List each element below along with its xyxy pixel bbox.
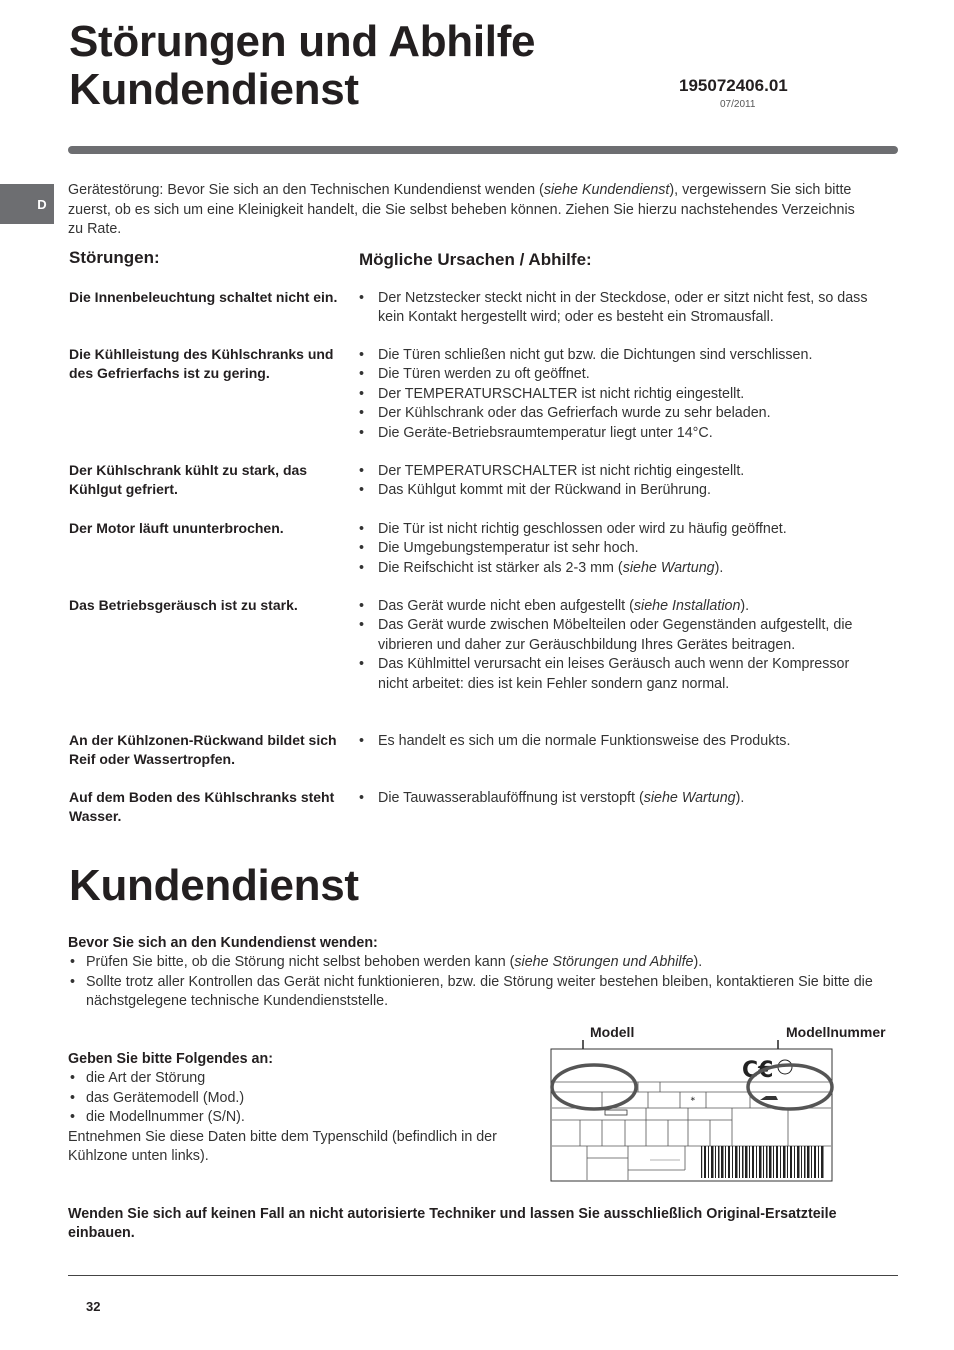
cause-text: Der Netzstecker steckt nicht in der Steckdose, oder er sitzt nicht fest, so dass kein Kontakt hergestellt wird; oder es besteht ein Stromausfall. [378,290,868,326]
info-to-provide-block [68,1050,498,1166]
cause-text-after: ). [735,790,745,806]
cause-text: Das Gerät wurde zwischen Möbelteilen oder Gegenständen aufgestellt, die vibrieren und daher zur Geräuschbildung Ihres Gerätes beitragen. [378,617,853,653]
document-number: 195072406.01 [679,76,788,95]
type-plate-illustration [530,1020,910,1190]
causes-list-7 [359,789,879,808]
problem-4: Der Motor läuft ununterbrochen. [69,520,284,536]
causes-list-6 [359,732,879,751]
document-date: 07/2011 [720,99,756,110]
causes-list-1 [359,289,879,328]
problem-2: Die Kühlleistung des Kühlschranks und des Gefrierfachs ist zu gering. [69,346,334,382]
cause-item [359,520,879,539]
cause-item [359,365,879,384]
give-heading: Geben Sie bitte Folgendes an: [68,1051,273,1067]
problem-5: Das Betriebsgeräusch ist zu stark. [69,597,298,613]
problems-heading: Störungen: [69,248,160,267]
ce-mark-icon: C€ [742,1058,774,1083]
cause-text: Die Tauwasserablauföffnung ist verstopft ( [378,790,644,806]
cause-text: Die Umgebungstemperatur ist sehr hoch. [378,540,639,557]
problem-3: Der Kühlschrank kühlt zu stark, das Kühlgut gefriert. [69,462,308,498]
cause-text: Die Tür ist nicht richtig geschlossen oder wird zu häufig geöffnet. [378,521,787,537]
list-item [68,953,888,972]
cause-ref: siehe Wartung [622,559,715,576]
item-text: Prüfen Sie bitte, ob die Störung nicht selbst behoben werden kann ( [86,954,515,971]
list-item: • die Art der Störung [68,1069,498,1088]
section-title-service: Kundendienst [69,861,359,910]
cause-text: Es handelt es sich um die normale Funktionsweise des Produkts. [378,733,791,749]
cause-item [359,346,879,365]
cause-text: Der TEMPERATURSCHALTER ist nicht richtig eingestellt. [378,463,745,479]
language-tab: D [0,184,54,224]
problem-6: An der Kühlzonen-Rückwand bildet sich Reif oder Wassertropfen. [69,732,337,768]
cause-text: Das Kühlmittel verursacht ein leises Geräusch auch wenn der Kompressor nicht arbeitet: dies ist kein Fehler sondern ganz normal. [378,656,850,692]
footer-divider [68,1275,898,1276]
cause-item [359,616,879,655]
before-contact-block [68,934,888,1012]
cause-item [359,559,879,578]
intro-part-2: ), vergewissern Sie sich bitte zuerst, ob es sich um eine Kleinigkeit handelt, die Sie selbst beheben können. Ziehen Sie hierzu nachstehendes Verzeichnis zu Rate. [68,182,855,237]
cause-item [359,424,879,443]
causes-list-4 [359,520,879,578]
causes-list-5 [359,597,879,694]
cause-text-after: ). [714,559,724,576]
causes-list-3 [359,462,879,501]
plate-mark: ∗ [690,1095,696,1103]
intro-text [68,181,868,240]
cause-text: Das Kühlgut kommt mit der Rückwand in Berührung. [378,482,711,499]
give-note: Entnehmen Sie diese Daten bitte dem Typenschild (befindlich in der Kühlzone unten links). [68,1128,497,1165]
cause-text: Der TEMPERATURSCHALTER ist nicht richtig eingestellt. [378,385,745,402]
causes-list-2 [359,346,879,443]
item-text-after: ). [693,954,703,971]
causes-heading: Mögliche Ursachen / Abhilfe: [359,250,592,269]
cause-text: Die Türen schließen nicht gut bzw. die Dichtungen sind verschlissen. [378,347,813,363]
problem-1: Die Innenbeleuchtung schaltet nicht ein. [69,289,338,305]
plate-outline [551,1049,832,1181]
cause-item [359,597,879,616]
cause-item [359,539,879,558]
cause-text-after: ). [740,598,750,614]
cause-item [359,385,879,404]
cause-item [359,732,879,751]
intro-ref: siehe Kundendienst [543,182,670,198]
label-model: Modell [590,1024,635,1040]
header-divider [68,146,898,154]
cause-item [359,481,879,500]
cause-text: Die Reifschicht ist stärker als 2-3 mm ( [378,559,623,576]
cause-ref: siehe Wartung [643,790,736,806]
title-line-1: Störungen und Abhilfe [69,17,536,66]
label-model-number: Modellnummer [786,1024,886,1040]
cause-ref: siehe Installation [633,598,741,614]
title-line-2: Kundendienst [69,65,359,114]
list-item: • Sollte trotz aller Kontrollen das Gerät nicht funktionieren, bzw. die Störung weiter bestehen bleiben, kontaktieren Sie bitte die nächstgelegene technische Kundendienststelle. [68,973,888,1012]
page-title [69,18,535,114]
before-heading: Bevor Sie sich an den Kundendienst wenden: [68,935,378,951]
cause-text: Der Kühlschrank oder das Gefrierfach wurde zu sehr beladen. [378,405,771,422]
cause-item [359,789,879,808]
cause-item [359,404,879,423]
list-item: • die Modellnummer (S/N). [68,1108,498,1127]
item-ref: siehe Störungen und Abhilfe [514,954,694,971]
warning-text: Wenden Sie sich auf keinen Fall an nicht autorisierte Techniker und lassen Sie ausschließlich Original-Ersatzteile einbauen. [68,1206,837,1241]
list-item: • das Gerätemodell (Mod.) [68,1089,498,1108]
cause-item [359,289,879,328]
page-number: 32 [86,1299,101,1314]
cause-item [359,462,879,481]
cause-text: Das Gerät wurde nicht eben aufgestellt ( [378,598,634,614]
intro-part-1: Gerätestörung: Bevor Sie sich an den Technischen Kundendienst wenden ( [68,182,544,198]
cause-text: Die Geräte-Betriebsraumtemperatur liegt unter 14°C. [378,424,713,441]
problem-7: Auf dem Boden des Kühlschranks steht Wasser. [69,789,335,825]
cause-item [359,655,879,694]
cause-text: Die Türen werden zu oft geöffnet. [378,366,590,383]
